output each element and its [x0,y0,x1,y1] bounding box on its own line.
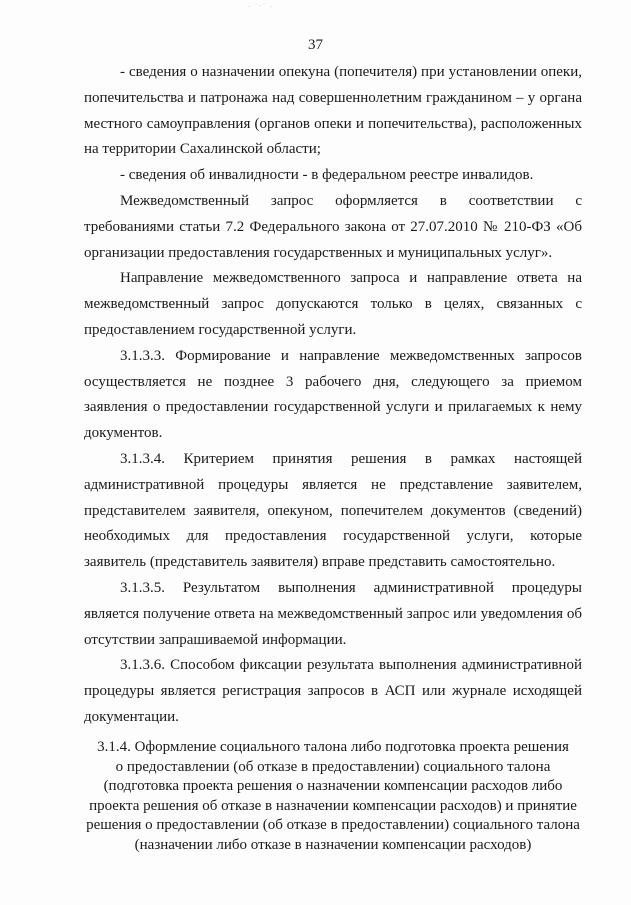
paragraph-interagency-request: Межведомственный запрос оформляется в соответствии с требованиями статьи 7.2 Федерального закона от 27.07.2010 № 210-ФЗ «Об организации предоставления государственных и муниципальных услуг». [84,192,582,261]
paragraph-3-1-3-6: 3.1.3.6. Способом фиксации результата выполнения административной процедуры является регистрация запросов в АСП или журнале исходящей документации. [84,657,582,725]
heading-line: о предоставлении (об отказе в предоставлении) социального талона [115,758,551,775]
scan-artifact: · ˙ˑ˙ · [248,3,274,11]
section-heading-3-1-4 [84,738,582,856]
heading-line: 3.1.4. Оформление социального талона либо подготовка проекта решения [97,739,569,755]
heading-line: (назначении либо отказе в назначении компенсации расходов) [134,836,532,853]
paragraph-3-1-3-4: 3.1.3.4. Критерием принятия решения в рамках настоящей административной процедуры является не представление заявителем, представителем заявителя, опекуном, попечителем документов (сведений) необходимых для предоставления государственной услуги, которые заявитель (представитель заявителя) вправе представить самостоятельно. [84,450,582,571]
paragraph-3-1-3-5: 3.1.3.5. Результатом выполнения административной процедуры является получение ответа на межведомственный запрос или уведомления об отсутствии запрашиваемой информации. [84,579,582,648]
heading-line: проекта решения об отказе в назначении компенсации расходов) и принятие [89,797,577,814]
paragraph-3-1-3-3: 3.1.3.3. Формирование и направление межведомственных запросов осуществляется не позднее 3 рабочего дня, следующего за приемом заявления о предоставлении государственной услуги и прилагаемых к нему документов. [84,347,582,442]
paragraph-disability-info: - сведения об инвалидности - в федеральном реестре инвалидов. [120,167,534,184]
document-body [84,60,582,731]
heading-line: решения о предоставлении (об отказе в предоставлении) социального талона [86,817,580,834]
paragraph-guardian-info: - сведения о назначении опекуна (попечителя) при установлении опеки, попечительства и патронажа над совершеннолетним гражданином – у органа местного самоуправления (органов опеки и попечительства), расположенных на территории Сахалинской области; [84,64,582,158]
page-number: 37 [308,37,323,53]
paragraph-request-direction: Направление межведомственного запроса и направление ответа на межведомственный запрос допускаются только в целях, связанных с предоставлением государственной услуги. [84,270,582,338]
heading-line: (подготовка проекта решения о назначении компенсации расходов либо [103,778,563,795]
